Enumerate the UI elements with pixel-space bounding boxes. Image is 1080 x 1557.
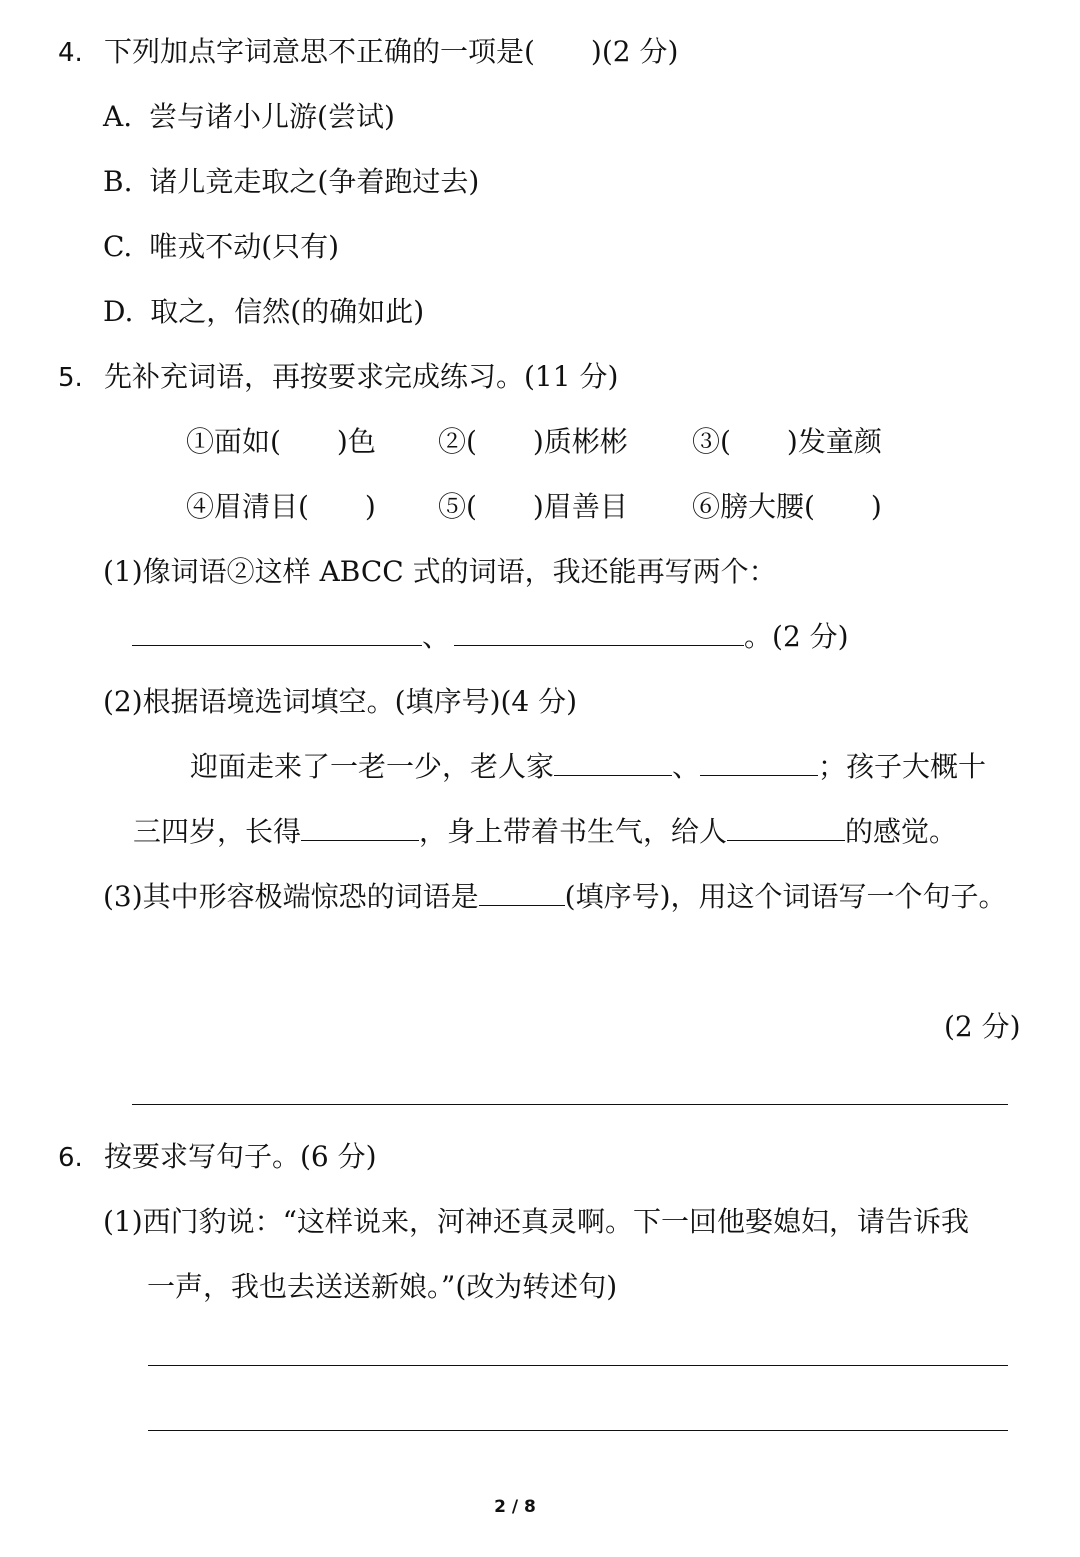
q4-stem: 下列加点字词意思不正确的一项是( )(2 分) bbox=[104, 35, 679, 68]
q5-part1-answer-line bbox=[132, 619, 849, 655]
answer-line[interactable] bbox=[148, 1365, 1008, 1366]
q5-part1-label: (1)像词语②这样 ABCC 式的词语，我还能再写两个： bbox=[103, 555, 777, 588]
passage-text: 的感觉。 bbox=[845, 815, 958, 848]
answer-blank[interactable] bbox=[700, 749, 818, 776]
answer-blank[interactable] bbox=[479, 879, 565, 906]
word-item-3: ③( )发童颜 bbox=[692, 425, 882, 458]
answer-line[interactable] bbox=[148, 1430, 1008, 1431]
q5-stem: 先补充词语，再按要求完成练习。(11 分) bbox=[104, 360, 619, 393]
answer-blank[interactable] bbox=[727, 814, 845, 841]
passage-text: ，身上带着书生气，给人 bbox=[419, 815, 728, 848]
passage-text: 三四岁，长得 bbox=[133, 815, 302, 848]
option-letter: D. bbox=[103, 295, 134, 328]
option-text: 取之，信然(的确如此) bbox=[150, 295, 425, 328]
passage-text: 、 bbox=[672, 750, 701, 783]
answer-blank[interactable] bbox=[301, 814, 419, 841]
part3-text: (填序号)，用这个词语写一个句子。 bbox=[564, 880, 1007, 913]
part3-text: (3)其中形容极端惊恐的词语是 bbox=[103, 880, 479, 913]
q4-option-c bbox=[103, 229, 339, 265]
answer-blank[interactable] bbox=[132, 619, 422, 646]
q5-part3-line bbox=[103, 879, 1007, 915]
option-letter: B. bbox=[103, 165, 133, 198]
passage-text: ；孩子大概十 bbox=[818, 750, 987, 783]
word-item-4: ④眉清目( ) bbox=[186, 490, 376, 523]
score-tail: 。(2 分) bbox=[744, 620, 849, 653]
q6-part1-line2: 一声，我也去送送新娘。”(改为转述句) bbox=[147, 1270, 618, 1303]
q6-part1-line1: (1)西门豹说：“这样说来，河神还真灵啊。下一回他娶媳妇，请告诉我 bbox=[103, 1205, 969, 1238]
separator: 、 bbox=[422, 620, 451, 653]
q5-part2-label: (2)根据语境选词填空。(填序号)(4 分) bbox=[103, 685, 578, 718]
word-item-2: ②( )质彬彬 bbox=[438, 425, 628, 458]
answer-blank[interactable] bbox=[454, 619, 744, 646]
word-item-6: ⑥膀大腰( ) bbox=[692, 490, 882, 523]
answer-blank[interactable] bbox=[554, 749, 672, 776]
option-letter: C. bbox=[103, 230, 133, 263]
option-text: 诸儿竞走取之(争着跑过去) bbox=[149, 165, 480, 198]
option-text: 尝与诸小儿游(尝试) bbox=[149, 100, 395, 133]
q4-option-b bbox=[103, 164, 479, 200]
q5-part2-passage-line2 bbox=[133, 814, 957, 850]
answer-line[interactable] bbox=[132, 1104, 1008, 1105]
q5-part3-score: (2 分) bbox=[944, 1010, 1021, 1043]
page-number: 2 / 8 bbox=[494, 1497, 536, 1517]
passage-text: 迎面走来了一老一少，老人家 bbox=[190, 750, 555, 783]
q5-number: 5. bbox=[58, 363, 83, 393]
q6-stem: 按要求写句子。(6 分) bbox=[104, 1140, 377, 1173]
option-letter: A. bbox=[103, 100, 133, 133]
q6-number: 6. bbox=[58, 1143, 83, 1173]
word-item-5: ⑤( )眉善目 bbox=[438, 490, 628, 523]
q4-number: 4. bbox=[58, 38, 83, 68]
q4-option-a bbox=[103, 99, 395, 135]
option-text: 唯戎不动(只有) bbox=[149, 230, 340, 263]
word-item-1: ①面如( )色 bbox=[186, 425, 376, 458]
q5-part2-passage-line1 bbox=[190, 749, 986, 785]
q4-option-d bbox=[103, 294, 424, 330]
